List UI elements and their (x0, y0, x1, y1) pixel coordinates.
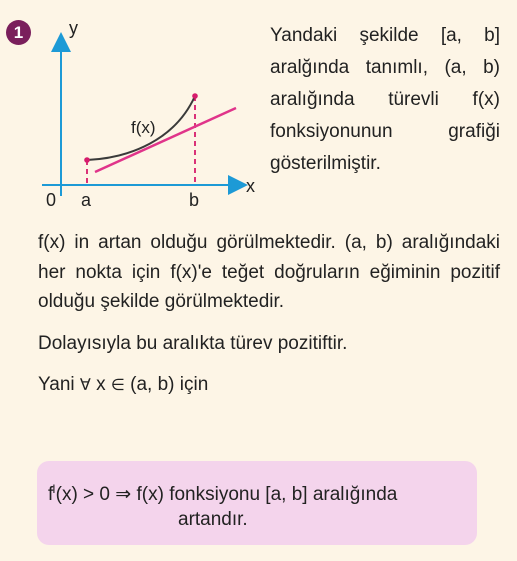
element-of-symbol: ∈ (110, 375, 125, 394)
b-label: b (189, 190, 200, 210)
origin-label: 0 (46, 190, 57, 210)
tangent-line (95, 108, 236, 172)
endpoint-b (192, 93, 198, 99)
derivative-prime: I (52, 482, 56, 496)
function-graph (0, 0, 265, 215)
explanation (38, 228, 500, 400)
result-box (37, 461, 477, 545)
result-line-2: artandır. (178, 509, 248, 530)
paragraph-forall (38, 370, 500, 400)
forall-prefix: Yani (38, 374, 80, 395)
intro-text: Yandaki şekilde [a, b] aralğında tanımlı, (a, b) aralığında türevli f(x) fonksiyonunun grafiği gösterilmiştir. (270, 25, 500, 174)
result-f: f (48, 484, 54, 505)
forall-symbol: ∀ (79, 375, 91, 394)
paragraph-increasing: f(x) in artan olduğu görülmektedir. (a, b) aralığındaki her nokta için f(x)'e teğet doğruların eğiminin pozitif olduğu şekilde görülmektedir. (38, 232, 500, 312)
result-statement: (x) > 0 ⇒ f(x) fonksiyonu [a, b] aralığında (55, 484, 398, 505)
a-label: a (81, 190, 92, 210)
y-axis-label: y (69, 18, 78, 38)
x-axis-label: x (246, 176, 255, 196)
forall-variable: x (90, 374, 111, 395)
paragraph-derivative-positive: Dolayısıyla bu aralıkta türev pozitiftir. (38, 332, 348, 354)
curve-label: f(x) (131, 118, 156, 137)
endpoint-a (84, 157, 90, 163)
forall-interval: (a, b) için (124, 374, 209, 395)
problem-number-badge: 1 (6, 20, 31, 45)
